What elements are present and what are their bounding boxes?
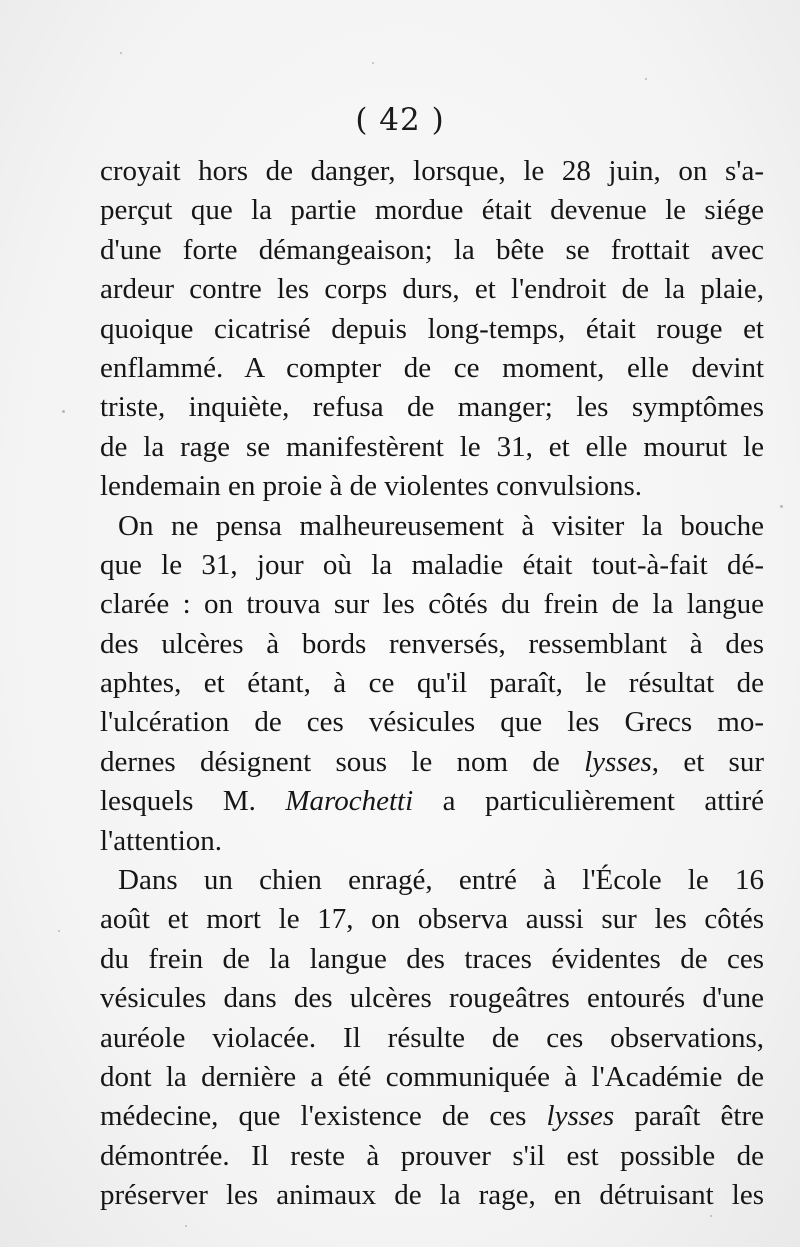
paper-speck xyxy=(372,62,374,64)
text-line: lendemain en proie à de violentes convulsions. xyxy=(100,470,642,503)
text-line: août et mort le 17, on observa aussi sur les côtés xyxy=(100,903,764,936)
text-line: aphtes, et étant, à ce qu'il paraît, le résultat de xyxy=(100,667,764,700)
text-run: médecine, que l'existence de ces xyxy=(100,1100,547,1133)
text-line: vésicules dans des ulcères rougeâtres entourés d'une xyxy=(100,982,764,1015)
text-line: d'une forte démangeaison; la bête se frottait avec xyxy=(100,233,764,266)
italic-term: lysses xyxy=(546,1100,615,1133)
text-line xyxy=(100,782,764,821)
text-line: quoique cicatrisé depuis long-temps, était rouge et xyxy=(100,312,764,345)
paper-speck xyxy=(58,930,60,932)
text-line: clarée : on trouva sur les côtés du frein de la langue xyxy=(100,588,764,621)
text-line: l'ulcération de ces vésicules que les Grecs mo- xyxy=(100,706,764,739)
text-run: , et sur xyxy=(651,745,764,778)
text-line: perçut que la partie mordue était devenue le siége xyxy=(100,194,764,227)
text-run: paraît être xyxy=(614,1100,764,1133)
text-line: triste, inquiète, refusa de manger; les symptômes xyxy=(100,391,764,424)
text-run: a particulièrement attiré xyxy=(413,785,764,818)
text-line: des ulcères à bords renversés, ressemblant à des xyxy=(100,627,764,660)
text-line: démontrée. Il reste à prouver s'il est possible de xyxy=(100,1139,764,1172)
text-line: dont la dernière a été communiquée à l'Académie de xyxy=(100,1060,764,1093)
paragraph xyxy=(100,861,764,1216)
text-line xyxy=(100,743,764,782)
text-line: ardeur contre les corps durs, et l'endroit de la plaie, xyxy=(100,273,764,306)
text-run: dernes désignent sous le nom de xyxy=(100,745,585,778)
text-line: Dans un chien enragé, entré à l'École le 16 xyxy=(118,864,764,897)
paragraph xyxy=(100,152,764,507)
text-line: auréole violacée. Il résulte de ces observations, xyxy=(100,1021,764,1054)
paper-speck xyxy=(62,410,65,413)
text-run: lesquels M. xyxy=(100,785,286,818)
page-number: ( 42 ) xyxy=(355,102,445,138)
text-line: de la rage se manifestèrent le 31, et elle mourut le xyxy=(100,430,764,463)
text-line: l'attention. xyxy=(100,824,223,857)
text-line: du frein de la langue des traces évidentes de ces xyxy=(100,942,764,975)
text-line: croyait hors de danger, lorsque, le 28 juin, on s'a- xyxy=(100,155,764,187)
paper-speck xyxy=(780,505,783,508)
body-text xyxy=(100,152,764,1216)
text-line: que le 31, jour où la maladie était tout-à-fait dé- xyxy=(100,548,764,581)
paragraph xyxy=(100,507,764,862)
paper-speck xyxy=(185,1225,187,1227)
italic-name: Marochetti xyxy=(285,785,414,818)
text-line: préserver les animaux de la rage, en détruisant les xyxy=(100,1179,764,1212)
paper-speck xyxy=(120,52,122,54)
paper-speck xyxy=(645,78,647,80)
text-line: enflammé. A compter de ce moment, elle devint xyxy=(100,351,764,384)
text-line: On ne pensa malheureusement à visiter la bouche xyxy=(118,509,764,542)
text-line xyxy=(100,1097,764,1136)
italic-term: lysses xyxy=(584,745,652,778)
